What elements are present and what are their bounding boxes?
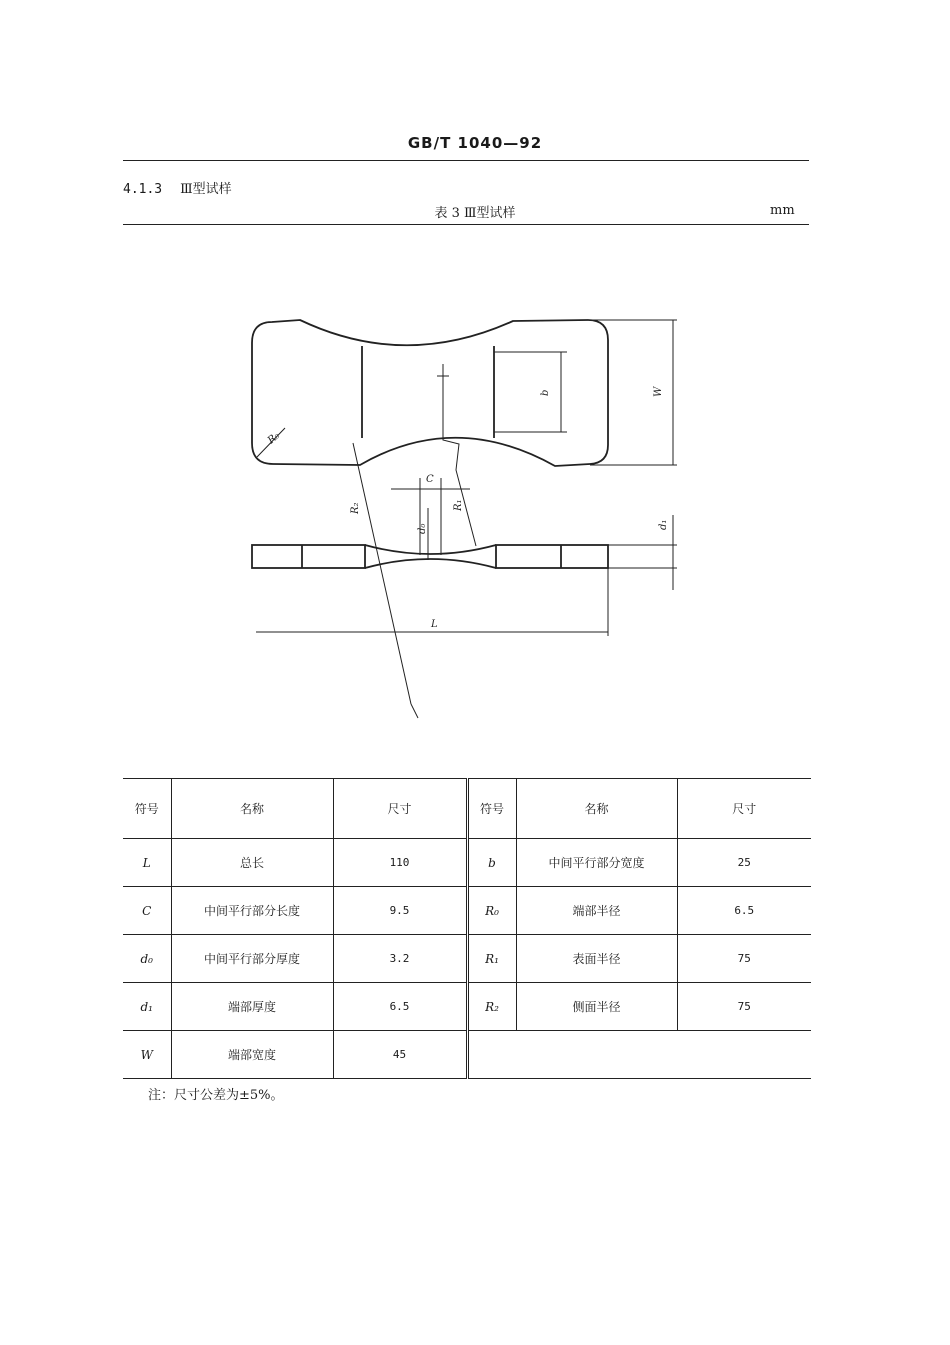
cell-name: 中间平行部分宽度 [516, 839, 677, 887]
section-number: 4.1.3 [123, 182, 163, 197]
header-rule [123, 160, 809, 161]
table-unit: mm [770, 203, 795, 218]
table-header-row [123, 779, 811, 839]
table-row [123, 887, 811, 935]
cell-size: 9.5 [333, 887, 467, 935]
cell-name: 端部厚度 [171, 983, 333, 1031]
cell-size: 75 [677, 935, 811, 983]
header-size: 尺寸 [333, 779, 467, 839]
header-size-2: 尺寸 [677, 779, 811, 839]
table-row [123, 839, 811, 887]
table-caption: 表 3 Ⅲ型试样 [434, 206, 516, 221]
tolerance-note: 注：尺寸公差为±5%。 [148, 1088, 284, 1103]
caption-rule [123, 224, 809, 225]
cell-name: 侧面半径 [516, 983, 677, 1031]
cell-size: 6.5 [677, 887, 811, 935]
header-symbol: 符号 [123, 779, 171, 839]
cell-symbol: b [467, 839, 516, 887]
empty-cell [467, 1031, 811, 1079]
table-row [123, 935, 811, 983]
table-row [123, 1031, 811, 1079]
cell-size: 25 [677, 839, 811, 887]
cell-symbol: L [123, 839, 171, 887]
cell-size: 45 [333, 1031, 467, 1079]
label-w: W [653, 386, 664, 397]
cell-symbol: R₂ [467, 983, 516, 1031]
cell-name: 中间平行部分厚度 [171, 935, 333, 983]
side-view-left-grip [252, 545, 365, 568]
cell-symbol: d₀ [123, 935, 171, 983]
side-view-right-grip [496, 545, 608, 568]
label-c: C [426, 474, 434, 485]
cell-symbol: W [123, 1031, 171, 1079]
header-name-2: 名称 [516, 779, 677, 839]
cell-size: 3.2 [333, 935, 467, 983]
label-b: b [540, 389, 551, 396]
dimension-table [123, 778, 811, 1079]
cell-size: 6.5 [333, 983, 467, 1031]
section-heading [123, 178, 232, 197]
cell-symbol: R₁ [467, 935, 516, 983]
label-r2: R₂ [350, 502, 361, 514]
cell-symbol: R₀ [467, 887, 516, 935]
standard-header: GB/T 1040—92 [407, 134, 543, 152]
label-d1: d₁ [658, 519, 669, 530]
section-title: Ⅲ型试样 [180, 182, 232, 197]
specimen-drawing [245, 300, 695, 730]
header-name: 名称 [171, 779, 333, 839]
cell-name: 总长 [171, 839, 333, 887]
specimen-top-view-outline [252, 320, 608, 466]
label-l: L [431, 619, 438, 630]
side-view-upper-curve [365, 545, 496, 554]
side-view-lower-curve [365, 559, 496, 568]
cell-name: 端部宽度 [171, 1031, 333, 1079]
cell-symbol: C [123, 887, 171, 935]
cell-name: 端部半径 [516, 887, 677, 935]
cell-name: 表面半径 [516, 935, 677, 983]
label-d0: d₀ [417, 523, 428, 534]
cell-name: 中间平行部分长度 [171, 887, 333, 935]
label-r0: R₀ [265, 430, 282, 447]
specimen-drawing-svg [245, 300, 695, 730]
header-symbol-2: 符号 [467, 779, 516, 839]
label-r1: R₁ [453, 499, 464, 511]
cell-size: 75 [677, 983, 811, 1031]
cell-symbol: d₁ [123, 983, 171, 1031]
cell-size: 110 [333, 839, 467, 887]
table-row [123, 983, 811, 1031]
